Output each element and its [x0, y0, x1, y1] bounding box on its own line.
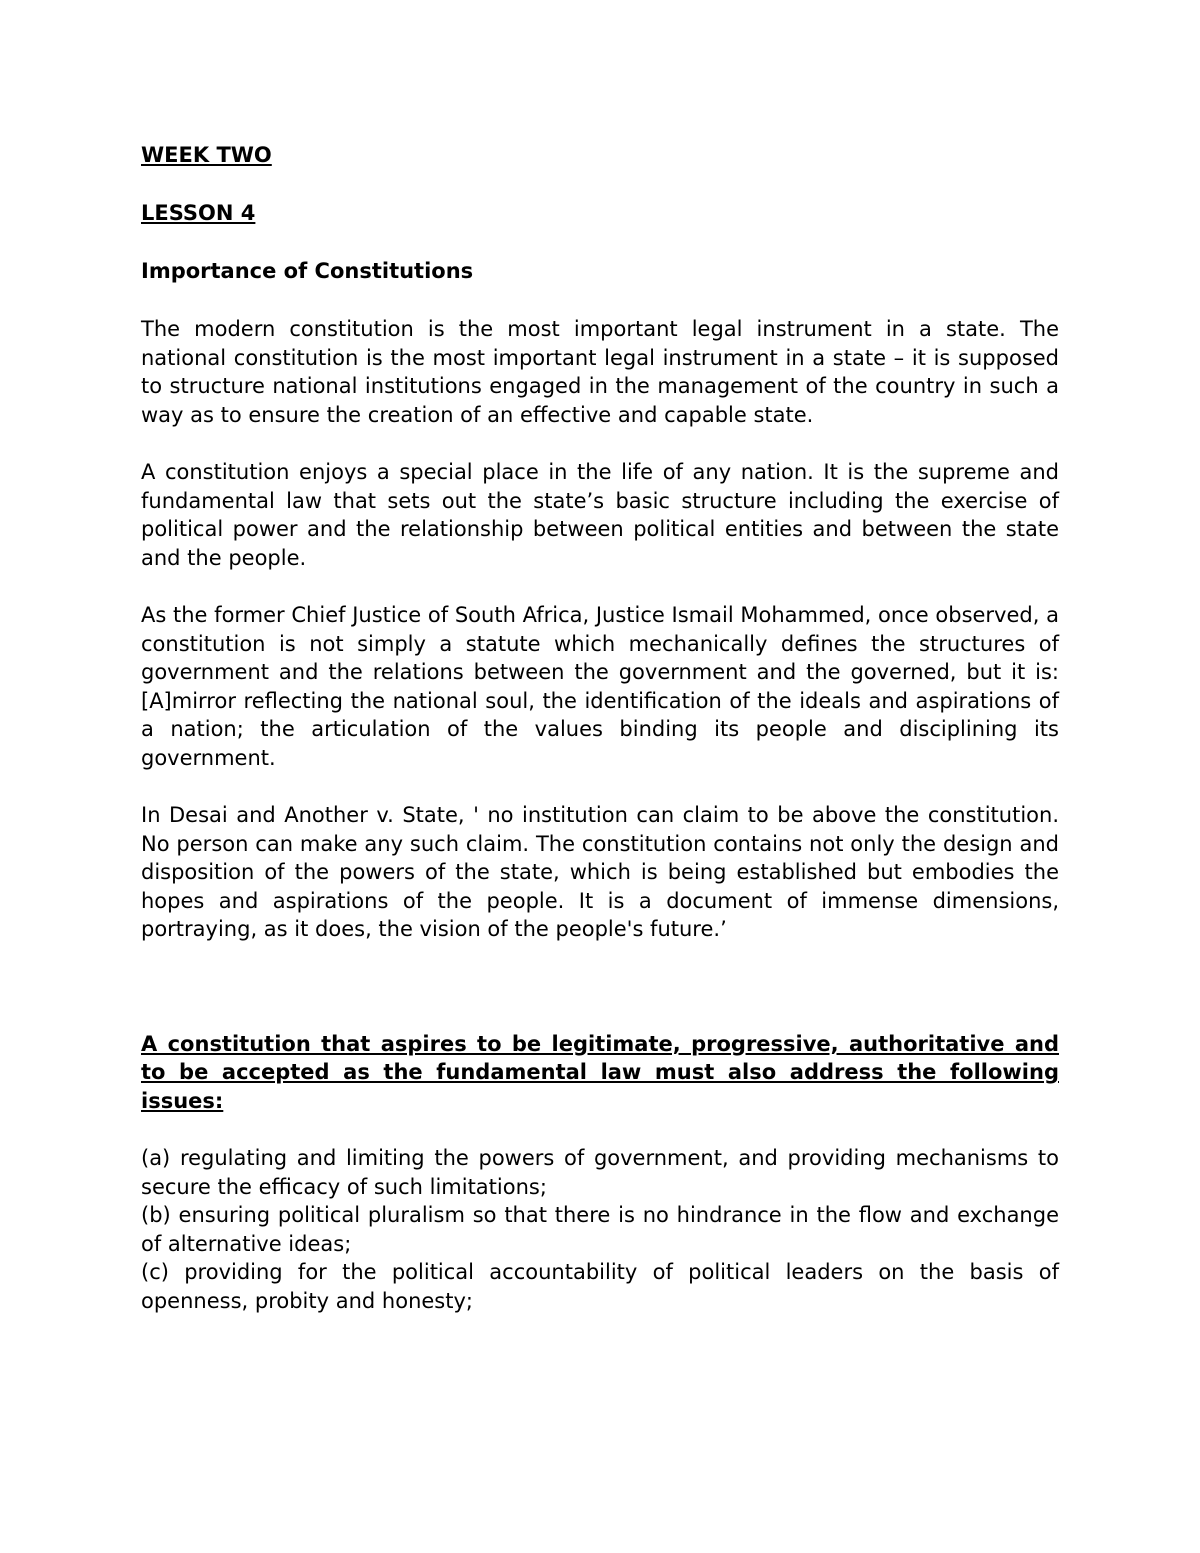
lesson-heading: LESSON 4 [141, 201, 256, 225]
section-title: Importance of Constitutions [141, 259, 474, 283]
week-heading: WEEK TWO [141, 143, 272, 167]
paragraph-desai-case: In Desai and Another v. State, ' no institution can claim to be above the constitution. No person can make any such claim. The constitution contains not only the design and disposition of the powers of the state, which is being established but embodies the hopes and aspirations of the people. It is a document of immense dimensions, portraying, as it does, the vision of the people's future.’ [141, 803, 1059, 942]
issues-heading: A constitution that aspires to be legitimate, progressive, authoritative and to be accepted as the fundamental law must also address the following issues: [141, 1031, 1059, 1113]
issue-item-a: (a) regulating and limiting the powers of government, and providing mechanisms to secure the efficacy of such limitations; [141, 1146, 1059, 1199]
issues-list [141, 1144, 1059, 1316]
paragraph-modern-constitution: The modern constitution is the most important legal instrument in a state. The national constitution is the most important legal instrument in a state – it is supposed to structure national institutions engaged in the management of the country in such a way as to ensure the creation of an effective and capable state. [141, 317, 1059, 427]
document-page [141, 141, 1059, 1316]
blank-space [141, 973, 1059, 1030]
issue-item-c: (c) providing for the political accountability of political leaders on the basis of openness, probity and honesty; [141, 1260, 1059, 1313]
paragraph-special-place: A constitution enjoys a special place in the life of any nation. It is the supreme and fundamental law that sets out the state’s basic structure including the exercise of political power and the relationship between political entities and between the state and the people. [141, 459, 1059, 570]
paragraph-chief-justice-quote: As the former Chief Justice of South Africa, Justice Ismail Mohammed, once observed, a constitution is not simply a statute which mechanically defines the structures of government and the relations between the government and the governed, but it is: [A]mirror reflecting the national soul, the identification of the ideals and aspirations of a nation; the articulation of the values binding its people and disciplining its government. [141, 602, 1059, 770]
issue-item-b: (b) ensuring political pluralism so that there is no hindrance in the flow and exchange of alternative ideas; [141, 1203, 1059, 1256]
